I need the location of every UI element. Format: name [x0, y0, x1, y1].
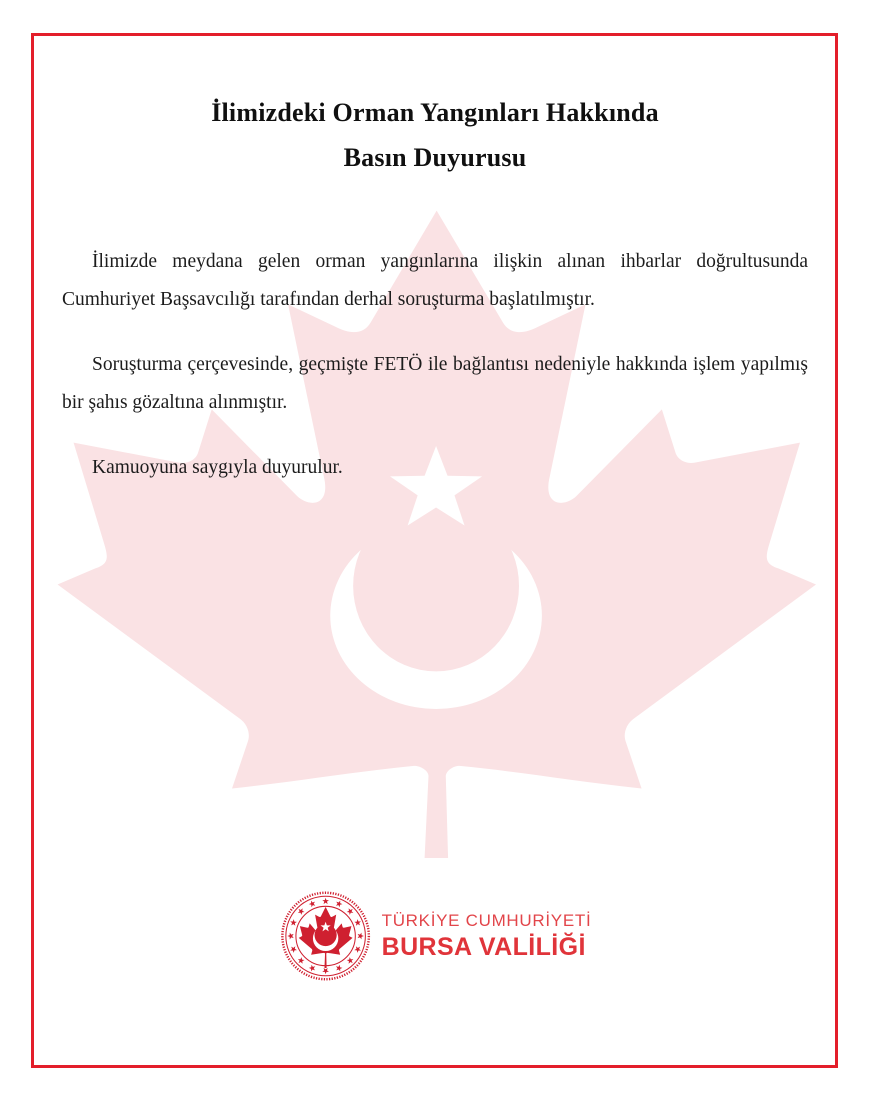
governorship-logo: [279, 889, 592, 983]
governorship-logo-text: [382, 911, 592, 962]
governorship-emblem-icon: [279, 889, 373, 983]
press-release-paragraph: Soruşturma çerçevesinde, geçmişte FETÖ ile bağlantısı nedeniyle hakkında işlem yapılmış bir şahıs gözaltına alınmıştır.: [62, 354, 808, 413]
logo-governorship-line: BURSA VALİLİĞİ: [381, 932, 586, 961]
logo-country-line: TÜRKİYE CUMHURİYETİ: [381, 910, 592, 930]
page-title-line2: Basın Duyurusu: [343, 143, 527, 172]
page-title: [36, 90, 834, 180]
press-release-paragraph: İlimizde meydana gelen orman yangınlarına ilişkin alınan ihbarlar doğrultusunda Cumhuriyet Başsavcılığı tarafından derhal soruşturma başlatılmıştır.: [62, 251, 808, 310]
press-release-body: [62, 243, 808, 514]
press-release-paragraph: Kamuoyuna saygıyla duyurulur.: [92, 457, 343, 478]
page-title-line1: İlimizdeki Orman Yangınları Hakkında: [211, 98, 659, 127]
